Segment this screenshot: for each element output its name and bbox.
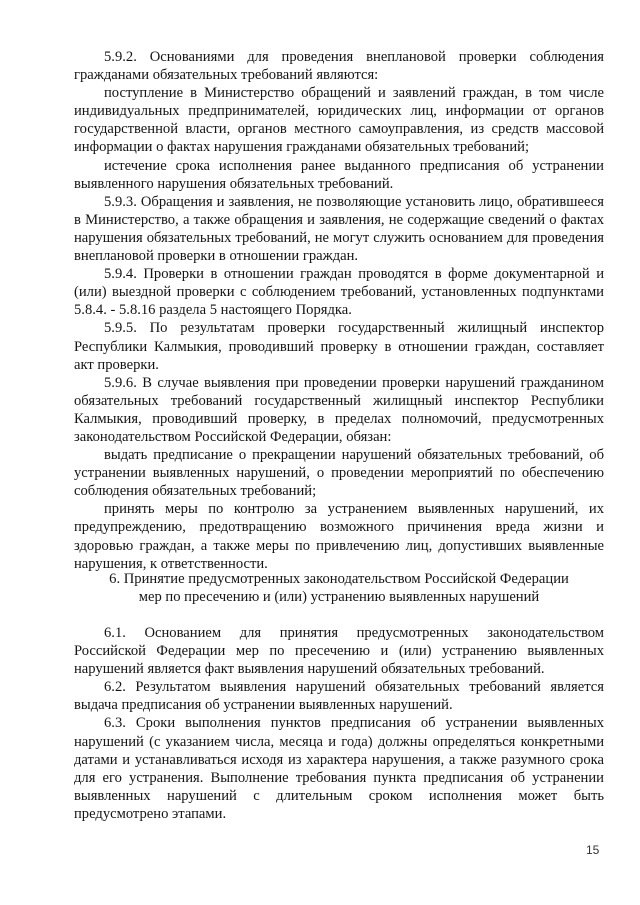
paragraph-6-3: 6.3. Сроки выполнения пунктов предписания об устранении выявленных нарушений (с указанием числа, месяца и года) должны определяться конкретными датами и устанавливаться исходя из характера нарушения, а также разумного срока для его устранения. Выполнение требования пункта предписания об устранении выявленных нарушений с длительным сроком исполнения может быть предусмотрено этапами. bbox=[74, 715, 604, 822]
paragraph-6-2: 6.2. Результатом выявления нарушений обязательных требований является выдача предписания об устранении выявленных нарушений. bbox=[74, 679, 604, 714]
paragraph-5-9-3: 5.9.3. Обращения и заявления, не позволяющие установить лицо, обратившееся в Министерство, а также обращения и заявления, не содержащие сведений о фактах нарушения обязательных требований, не могут служить основанием для проведения внеплановой проверки в отношении граждан. bbox=[74, 193, 604, 265]
paragraph-5-9-6-item-1: выдать предписание о прекращении нарушений обязательных требований, об устранении выявленных нарушений, о проведении мероприятий по обеспечению соблюдения обязательных требований; bbox=[74, 447, 604, 500]
section-6-heading bbox=[74, 570, 604, 606]
page-number: 15 bbox=[586, 843, 600, 857]
paragraph-5-9-2-item-2: истечение срока исполнения ранее выданного предписания об устранении выявленного нарушения обязательных требований. bbox=[74, 157, 604, 192]
paragraph-5-9-6: 5.9.6. В случае выявления при проведении проверки нарушений гражданином обязательных требований государственный жилищный инспектор Республики Калмыкия, проводивший проверку, в пределах полномочий, предусмотренных законодательством Российской Федерации, обязан: bbox=[74, 374, 604, 445]
section-5-continuation bbox=[74, 48, 604, 573]
paragraph-5-9-6-item-2: принять меры по контролю за устранением выявленных нарушений, их предупреждению, предотвращению возможного причинения вреда жизни и здоровью граждан, а также меры по привлечению лиц, допустивших выявленные нарушения, к ответственности. bbox=[74, 501, 604, 572]
paragraph-5-9-4: 5.9.4. Проверки в отношении граждан проводятся в форме документарной и (или) выездной проверки с соблюдением требований, установленных подпунктами 5.8.4. - 5.8.16 раздела 5 настоящего Порядка. bbox=[74, 266, 604, 319]
paragraph-6-1: 6.1. Основанием для принятия предусмотренных законодательством Российской Федерации мер по пресечению и (или) устранению выявленных нарушений является факт выявления нарушений обязательных требований. bbox=[74, 625, 604, 678]
section-6-body bbox=[74, 624, 604, 823]
section-6-heading-line-2: мер по пресечению и (или) устранению выявленных нарушений bbox=[138, 589, 540, 606]
paragraph-5-9-5: 5.9.5. По результатам проверки государственный жилищный инспектор Республики Калмыкия, проводивший проверку в отношении граждан, составляет акт проверки. bbox=[74, 320, 604, 373]
paragraph-5-9-2: 5.9.2. Основаниями для проведения внеплановой проверки соблюдения гражданами обязательных требований являются: bbox=[74, 49, 604, 84]
paragraph-5-9-2-item-1: поступление в Министерство обращений и заявлений граждан, в том числе индивидуальных предпринимателей, юридических лиц, информации от органов государственной власти, органов местного самоуправления, из средств массовой информации о фактах нарушения гражданами обязательных требований; bbox=[74, 85, 604, 156]
section-6-heading-line-1: 6. Принятие предусмотренных законодательством Российской Федерации bbox=[109, 571, 569, 587]
